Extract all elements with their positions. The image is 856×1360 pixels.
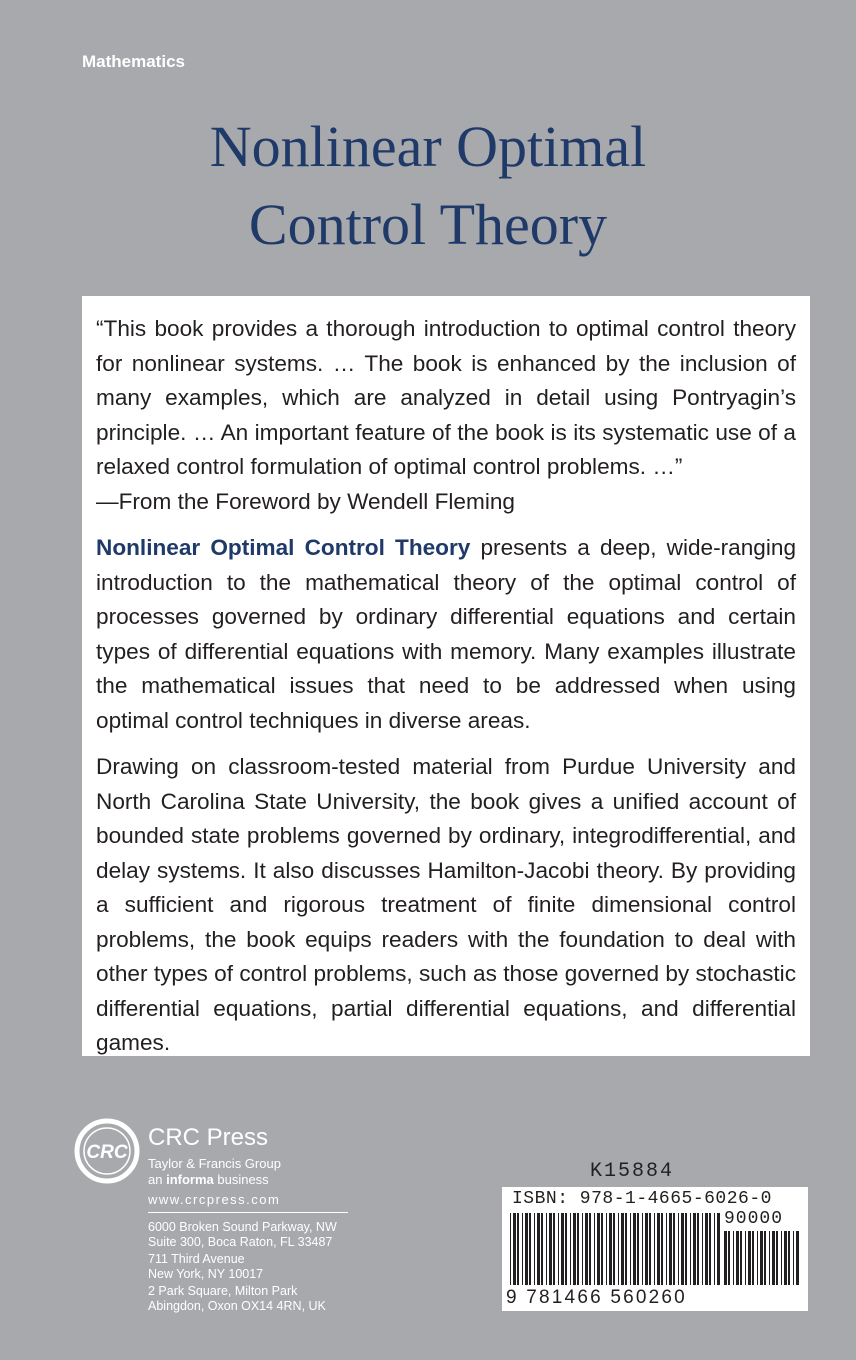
barcode-bar xyxy=(642,1213,643,1285)
barcode-bar xyxy=(669,1213,672,1285)
barcode-bar xyxy=(582,1213,583,1285)
address-line: New York, NY 10017 xyxy=(148,1267,264,1281)
barcode-bar xyxy=(553,1213,555,1285)
barcode-bar xyxy=(784,1231,787,1285)
barcode-bar xyxy=(702,1213,703,1285)
address-line: Abingdon, Oxon OX14 4RN, UK xyxy=(148,1299,326,1313)
publisher-group: Taylor & Francis Group xyxy=(148,1156,281,1171)
barcode-bar xyxy=(565,1213,567,1285)
barcode-bar xyxy=(740,1231,742,1285)
informa-prefix: an xyxy=(148,1172,167,1187)
description-paragraph-2: Drawing on classroom-tested material from Purdue University and North Carolina State University, the book gives a unified account of bounded state problems governed by ordinary, integrodifferential, and delay systems. It also discusses Hamilton-Jacobi theory. By providing a sufficient and rigorous treatment of finite dimensional control problems, the book equips readers with the foundation to deal with other types of control problems, such as those governed by stochastic differential equations, partial differential equations, and differential games. xyxy=(96,754,796,1055)
isbn-text: ISBN: 978-1-4665-6026-0 xyxy=(512,1189,772,1209)
barcode-bar xyxy=(570,1213,571,1285)
barcode-bar xyxy=(690,1213,691,1285)
barcode-bar xyxy=(705,1213,708,1285)
address-line: 6000 Broken Sound Parkway, NW xyxy=(148,1220,337,1234)
barcode-digits: 9 781466 560260 xyxy=(506,1287,687,1308)
barcode-bar xyxy=(630,1213,631,1285)
barcode-bar xyxy=(577,1213,579,1285)
barcode-bar xyxy=(760,1231,763,1285)
barcode-bar xyxy=(697,1213,699,1285)
barcode-bar xyxy=(522,1213,523,1285)
publisher-website[interactable]: www.crcpress.com xyxy=(148,1192,281,1207)
barcode-bar xyxy=(693,1213,696,1285)
barcode-bar xyxy=(649,1213,651,1285)
barcode-bar xyxy=(517,1213,519,1285)
barcode-bar xyxy=(549,1213,552,1285)
barcode-bar xyxy=(733,1231,734,1285)
informa-bold: informa xyxy=(166,1172,214,1187)
book-title-inline: Nonlinear Optimal Control Theory xyxy=(96,535,471,560)
barcode-bar xyxy=(589,1213,591,1285)
publisher-informa xyxy=(148,1172,269,1187)
title-line-1: Nonlinear Optimal xyxy=(209,114,647,179)
description-panel xyxy=(82,296,810,1056)
barcode-bar xyxy=(736,1231,739,1285)
logo-text: CRC xyxy=(86,1142,128,1163)
barcode-bar xyxy=(606,1213,607,1285)
barcode-bar xyxy=(781,1231,782,1285)
publisher-divider xyxy=(148,1212,348,1213)
barcode-bar xyxy=(534,1213,535,1285)
barcode-bar xyxy=(673,1213,675,1285)
barcode-bar xyxy=(796,1231,799,1285)
barcode-bar xyxy=(609,1213,612,1285)
barcode-bar xyxy=(525,1213,528,1285)
barcode-bar xyxy=(633,1213,636,1285)
barcode-bar xyxy=(618,1213,619,1285)
barcode-bar xyxy=(537,1213,540,1285)
informa-suffix: business xyxy=(213,1172,269,1187)
barcode-bar xyxy=(541,1213,543,1285)
barcode-bar xyxy=(654,1213,655,1285)
barcode-bar xyxy=(546,1213,547,1285)
barcode-bar xyxy=(748,1231,751,1285)
address-line: 711 Third Avenue xyxy=(148,1252,245,1266)
barcode-label xyxy=(502,1187,808,1311)
barcode-bar xyxy=(621,1213,624,1285)
category-label: Mathematics xyxy=(82,52,185,71)
barcode-bar xyxy=(776,1231,778,1285)
barcode-bar xyxy=(709,1213,711,1285)
barcode-bar xyxy=(510,1213,511,1285)
barcode-bar xyxy=(745,1231,746,1285)
foreword-quote xyxy=(96,312,796,519)
barcode-bar xyxy=(585,1213,588,1285)
barcode-bar xyxy=(573,1213,576,1285)
product-code: K15884 xyxy=(590,1160,675,1183)
barcode-bar xyxy=(681,1213,684,1285)
price-code: 90000 xyxy=(724,1209,784,1229)
barcode-bar xyxy=(601,1213,603,1285)
barcode-bar xyxy=(625,1213,627,1285)
barcode-bar xyxy=(685,1213,687,1285)
publisher-name: CRC Press xyxy=(148,1124,269,1151)
barcode-bar xyxy=(724,1231,727,1285)
addon-barcode-icon xyxy=(724,1231,800,1285)
barcode-bar xyxy=(561,1213,564,1285)
barcode-bar xyxy=(728,1231,730,1285)
quote-attribution: —From the Foreword by Wendell Fleming xyxy=(96,488,515,514)
barcode-bar xyxy=(645,1213,648,1285)
barcode-bar xyxy=(678,1213,679,1285)
barcode-bar xyxy=(769,1231,770,1285)
barcode-bar xyxy=(793,1231,794,1285)
barcode-bar xyxy=(594,1213,595,1285)
address-line: Suite 300, Boca Raton, FL 33487 xyxy=(148,1235,333,1249)
barcode-bar xyxy=(757,1231,758,1285)
book-title xyxy=(0,108,856,264)
barcode-bar xyxy=(657,1213,660,1285)
barcode-bar xyxy=(714,1213,715,1285)
barcode-bar xyxy=(752,1231,754,1285)
quote-text: “This book provides a thorough introduction to optimal control theory for nonlinear systems. … The book is enhanced by the inclusion of many examples, which are analyzed in detail using Pontryagin’s principle. … An important feature of the book is its systematic use of a relaxed control formulation of optimal control problems. …” xyxy=(96,316,796,479)
description-paragraph-1 xyxy=(96,531,796,738)
barcode-icon xyxy=(510,1213,722,1285)
barcode-bar xyxy=(597,1213,600,1285)
barcode-bar xyxy=(613,1213,615,1285)
barcode-bar xyxy=(764,1231,766,1285)
barcode-bar xyxy=(529,1213,531,1285)
barcode-bar xyxy=(772,1231,775,1285)
paragraph-1-text: presents a deep, wide-ranging introduction to the mathematical theory of the optimal control of processes governed by ordinary differential equations and certain types of differential equations with memory. Many examples illustrate the mathematical issues that need to be addressed when using optimal control techniques in diverse areas. xyxy=(96,535,797,733)
barcode-bar xyxy=(513,1213,516,1285)
address-line: 2 Park Square, Milton Park xyxy=(148,1284,298,1298)
crc-logo-icon xyxy=(74,1118,140,1184)
barcode-bar xyxy=(637,1213,639,1285)
barcode-bar xyxy=(558,1213,559,1285)
barcode-bar xyxy=(717,1213,720,1285)
barcode-bar xyxy=(666,1213,667,1285)
barcode-bar xyxy=(788,1231,790,1285)
title-line-2: Control Theory xyxy=(248,192,608,257)
barcode-bar xyxy=(661,1213,663,1285)
